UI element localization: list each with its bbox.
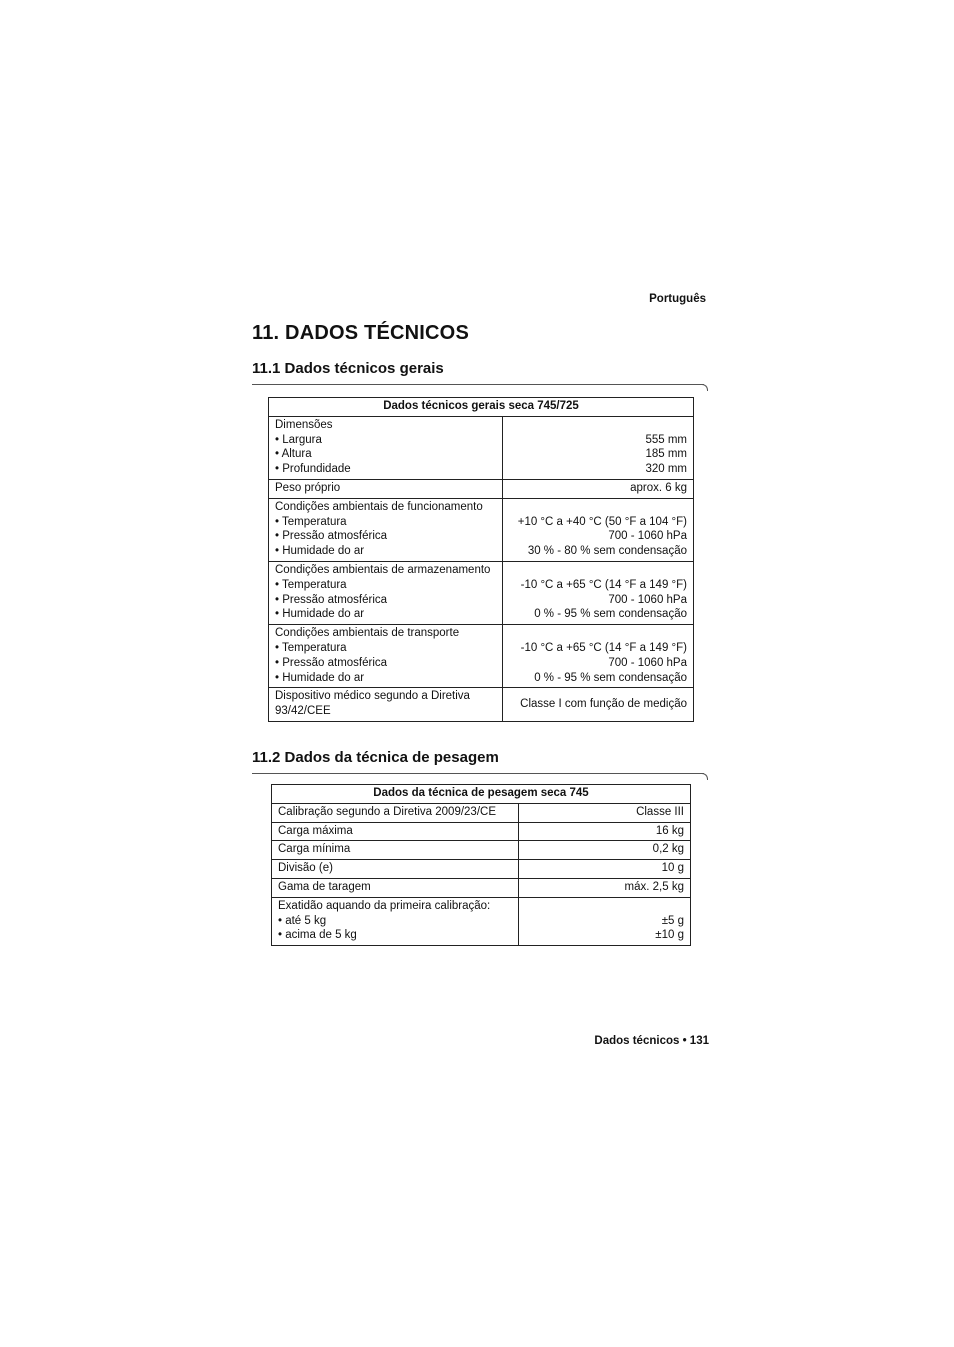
table-row xyxy=(269,688,694,722)
spec-label-cell xyxy=(269,561,503,624)
spec-value: 10 g xyxy=(661,862,684,875)
spec-label: • Largura xyxy=(275,433,322,446)
table-row xyxy=(272,878,691,897)
spec-label: • Humidade do ar xyxy=(275,545,365,558)
general-specs-table xyxy=(268,397,694,722)
spec-value: 0,2 kg xyxy=(652,843,684,856)
table-row xyxy=(272,803,691,822)
spec-value xyxy=(509,563,687,578)
spec-value: Classe I com função de medição xyxy=(520,697,687,710)
spec-value: -10 °C a +65 °C (14 °F a 149 °F) xyxy=(520,641,687,654)
section-title-weighing: 11.2 Dados da técnica de pesagem xyxy=(252,749,499,766)
spec-label: • Profundidade xyxy=(275,463,351,476)
spec-label: • Pressão atmosférica xyxy=(275,656,388,669)
table-row xyxy=(269,561,694,624)
spec-value: 185 mm xyxy=(645,448,687,461)
spec-value xyxy=(509,418,687,433)
spec-value: ±5 g xyxy=(661,914,684,927)
table-header-row xyxy=(272,785,691,804)
spec-value: 700 - 1060 hPa xyxy=(608,530,687,543)
spec-value-cell xyxy=(503,625,694,688)
spec-label: • Humidade do ar xyxy=(275,608,365,621)
spec-label: Condições ambientais de funcionamento xyxy=(275,500,483,513)
spec-value-cell xyxy=(519,841,691,860)
spec-value-cell xyxy=(519,860,691,879)
spec-value: aprox. 6 kg xyxy=(630,481,687,494)
language-label: Português xyxy=(649,293,706,305)
spec-value-cell xyxy=(503,498,694,561)
spec-value-cell xyxy=(503,561,694,624)
spec-value: +10 °C a +40 °C (50 °F a 104 °F) xyxy=(517,515,687,528)
spec-label: 93/42/CEE xyxy=(275,705,331,718)
spec-label: • Pressão atmosférica xyxy=(275,593,388,606)
spec-label-cell xyxy=(269,479,503,498)
spec-label-cell xyxy=(272,841,519,860)
spec-label: Divisão (e) xyxy=(278,862,333,875)
table-body xyxy=(272,803,691,945)
table-row xyxy=(269,416,694,479)
chapter-title: 11. DADOS TÉCNICOS xyxy=(252,322,469,344)
table-header: Dados da técnica de pesagem seca 745 xyxy=(272,785,691,804)
spec-label-cell xyxy=(269,498,503,561)
spec-label: Carga mínima xyxy=(278,843,351,856)
spec-value xyxy=(525,899,684,914)
spec-label-cell xyxy=(272,897,519,945)
spec-label-cell xyxy=(272,803,519,822)
spec-label: Dimensões xyxy=(275,418,333,431)
spec-value-cell xyxy=(519,878,691,897)
table-row xyxy=(269,625,694,688)
spec-value: máx. 2,5 kg xyxy=(624,880,684,893)
spec-value: 555 mm xyxy=(645,433,687,446)
spec-label: Condições ambientais de armazenamento xyxy=(275,563,491,576)
spec-value-cell xyxy=(503,416,694,479)
spec-value: 16 kg xyxy=(655,824,684,837)
weighing-specs-table xyxy=(271,784,691,946)
spec-value: 0 % - 95 % sem condensação xyxy=(534,671,687,684)
spec-label: Carga máxima xyxy=(278,824,353,837)
spec-value: ±10 g xyxy=(655,929,684,942)
spec-value: 320 mm xyxy=(645,463,687,476)
spec-label: Condições ambientais de transporte xyxy=(275,627,460,640)
section-divider xyxy=(252,773,704,774)
page-footer: Dados técnicos • 131 xyxy=(594,1035,709,1047)
spec-value: Classe III xyxy=(636,805,684,818)
spec-value xyxy=(509,626,687,641)
spec-label: Peso próprio xyxy=(275,481,341,494)
table-header: Dados técnicos gerais seca 745/725 xyxy=(269,398,694,417)
spec-label-cell xyxy=(272,860,519,879)
spec-label: • Temperatura xyxy=(275,641,347,654)
spec-value: 30 % - 80 % sem condensação xyxy=(527,545,687,558)
spec-label-cell xyxy=(272,822,519,841)
spec-label-cell xyxy=(269,625,503,688)
spec-value-cell xyxy=(503,688,694,722)
section-divider xyxy=(252,384,704,385)
table-body xyxy=(269,416,694,721)
table-header-row xyxy=(269,398,694,417)
spec-label: • Pressão atmosférica xyxy=(275,530,388,543)
spec-value xyxy=(509,500,687,515)
spec-value: 700 - 1060 hPa xyxy=(608,593,687,606)
spec-label: Dispositivo médico segundo a Diretiva xyxy=(275,690,470,703)
section-title-general: 11.1 Dados técnicos gerais xyxy=(252,360,444,377)
spec-label: Calibração segundo a Diretiva 2009/23/CE xyxy=(278,805,496,818)
table-row xyxy=(272,897,691,945)
spec-value: -10 °C a +65 °C (14 °F a 149 °F) xyxy=(520,578,687,591)
spec-label: • até 5 kg xyxy=(278,914,327,927)
spec-value-cell xyxy=(519,822,691,841)
spec-value: 700 - 1060 hPa xyxy=(608,656,687,669)
spec-label: • Altura xyxy=(275,448,312,461)
spec-label: • acima de 5 kg xyxy=(278,929,357,942)
spec-label-cell xyxy=(269,416,503,479)
spec-label: • Humidade do ar xyxy=(275,671,365,684)
spec-value: 0 % - 95 % sem condensação xyxy=(534,608,687,621)
spec-label: Exatidão aquando da primeira calibração: xyxy=(278,899,491,912)
table-row xyxy=(272,860,691,879)
spec-label-cell xyxy=(269,688,503,722)
table-row xyxy=(269,479,694,498)
spec-value-cell xyxy=(519,897,691,945)
spec-label: • Temperatura xyxy=(275,578,347,591)
table-row xyxy=(269,498,694,561)
table-row xyxy=(272,841,691,860)
table-row xyxy=(272,822,691,841)
spec-label: • Temperatura xyxy=(275,515,347,528)
spec-value-cell xyxy=(503,479,694,498)
spec-label-cell xyxy=(272,878,519,897)
spec-value-cell xyxy=(519,803,691,822)
spec-label: Gama de taragem xyxy=(278,880,371,893)
